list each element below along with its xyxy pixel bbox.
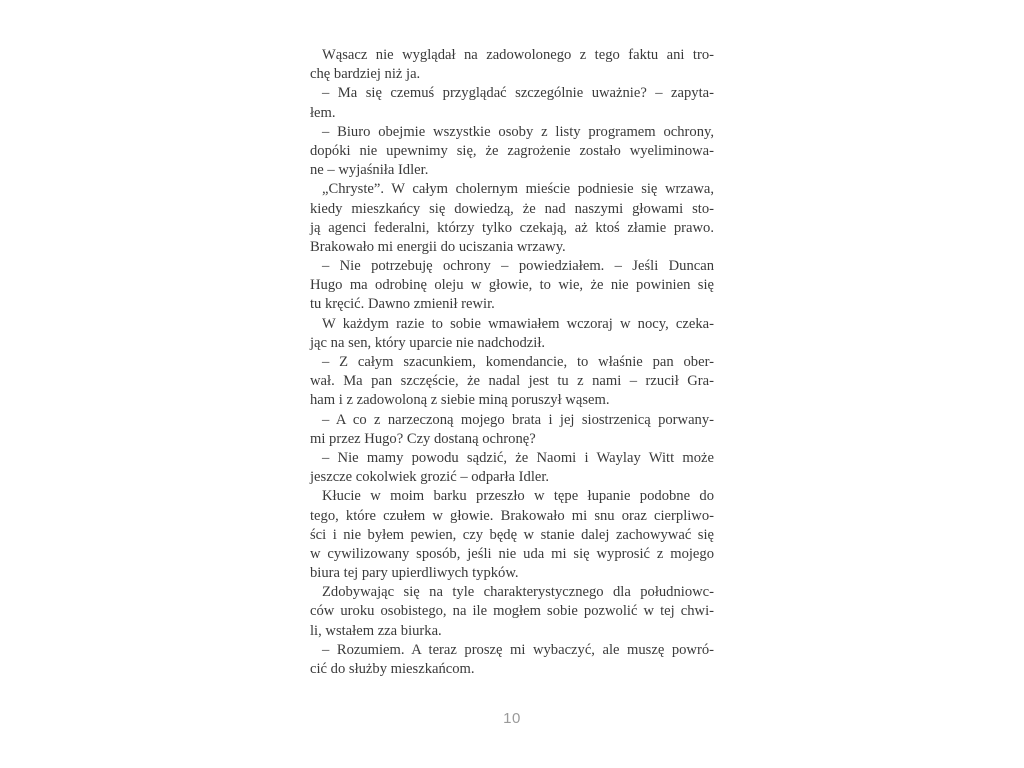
text-line: li, wstałem zza biurka. (310, 622, 442, 639)
body-text (310, 46, 714, 679)
text-line: ne – wyjaśniła Idler. (310, 162, 429, 179)
text-line: kiedy mieszkańcy się dowiedzą, że nad naszymi głowami sto- (310, 200, 714, 217)
text-line: wał. Ma pan szczęście, że nadal jest tu z nami – rzucił Gra- (310, 373, 714, 390)
text-line: tego, które czułem w głowie. Brakowało mi snu oraz cierpliwo- (310, 507, 714, 524)
text-line: – Rozumiem. A teraz proszę mi wybaczyć, ale muszę powró- (322, 641, 714, 658)
text-line: ców uroku osobistego, na ile mogłem sobie pozwolić w tej chwi- (310, 603, 714, 620)
text-line: cić do służby mieszkańcom. (310, 661, 475, 677)
text-line: – Nie mamy powodu sądzić, że Naomi i Waylay Witt może (322, 449, 714, 466)
text-line: dopóki nie upewnimy się, że zagrożenie zostało wyeliminowa- (310, 142, 714, 159)
text-line: w cywilizowany sposób, jeśli nie uda mi się wyprosić z mojego (310, 545, 714, 562)
text-line: – A co z narzeczoną mojego brata i jej siostrzenicą porwany- (322, 411, 714, 428)
text-line: ham i z zadowoloną z siebie miną poruszył wąsem. (310, 392, 610, 409)
text-line: – Nie potrzebuję ochrony – powiedziałem. – Jeśli Duncan (322, 258, 714, 275)
text-line: Kłucie w moim barku przeszło w tępe łupanie podobne do (322, 488, 714, 505)
page-number: 10 (503, 710, 521, 727)
text-line: „Chryste”. W całym cholernym mieście podniesie się wrzawa, (322, 181, 714, 198)
text-line: mi przez Hugo? Czy dostaną ochronę? (310, 430, 536, 447)
text-line: ści i nie byłem pewien, czy będę w stanie dalej zachowywać się (310, 526, 714, 543)
text-line: – Ma się czemuś przyglądać szczególnie uważnie? – zapyta- (322, 85, 714, 102)
text-line: Brakowało mi energii do uciszania wrzawy. (310, 238, 566, 255)
text-line: ją agenci federalni, którzy tylko czekają, aż ktoś złamie prawo. (310, 219, 714, 236)
text-line: Hugo ma odrobinę oleju w głowie, to wie, że nie powinien się (310, 277, 714, 294)
text-line: chę bardziej niż ja. (310, 66, 421, 83)
text-line: łem. (310, 104, 336, 121)
text-line: tu kręcić. Dawno zmienił rewir. (310, 296, 495, 313)
text-line: – Biuro obejmie wszystkie osoby z listy programem ochrony, (322, 123, 714, 140)
text-line: jąc na sen, który uparcie nie nadchodził. (310, 334, 546, 351)
text-line: W każdym razie to sobie wmawiałem wczoraj w nocy, czeka- (322, 315, 714, 332)
text-line: Wąsacz nie wyglądał na zadowolonego z tego faktu ani tro- (322, 47, 714, 63)
text-line: jeszcze cokolwiek grozić – odparła Idler. (310, 469, 550, 486)
text-line: – Z całym szacunkiem, komendancie, to właśnie pan ober- (322, 354, 714, 370)
text-line: biura tej pary upierdliwych typków. (310, 565, 519, 582)
text-line: Zdobywając się na tyle charakterystycznego dla południowc- (322, 584, 714, 601)
